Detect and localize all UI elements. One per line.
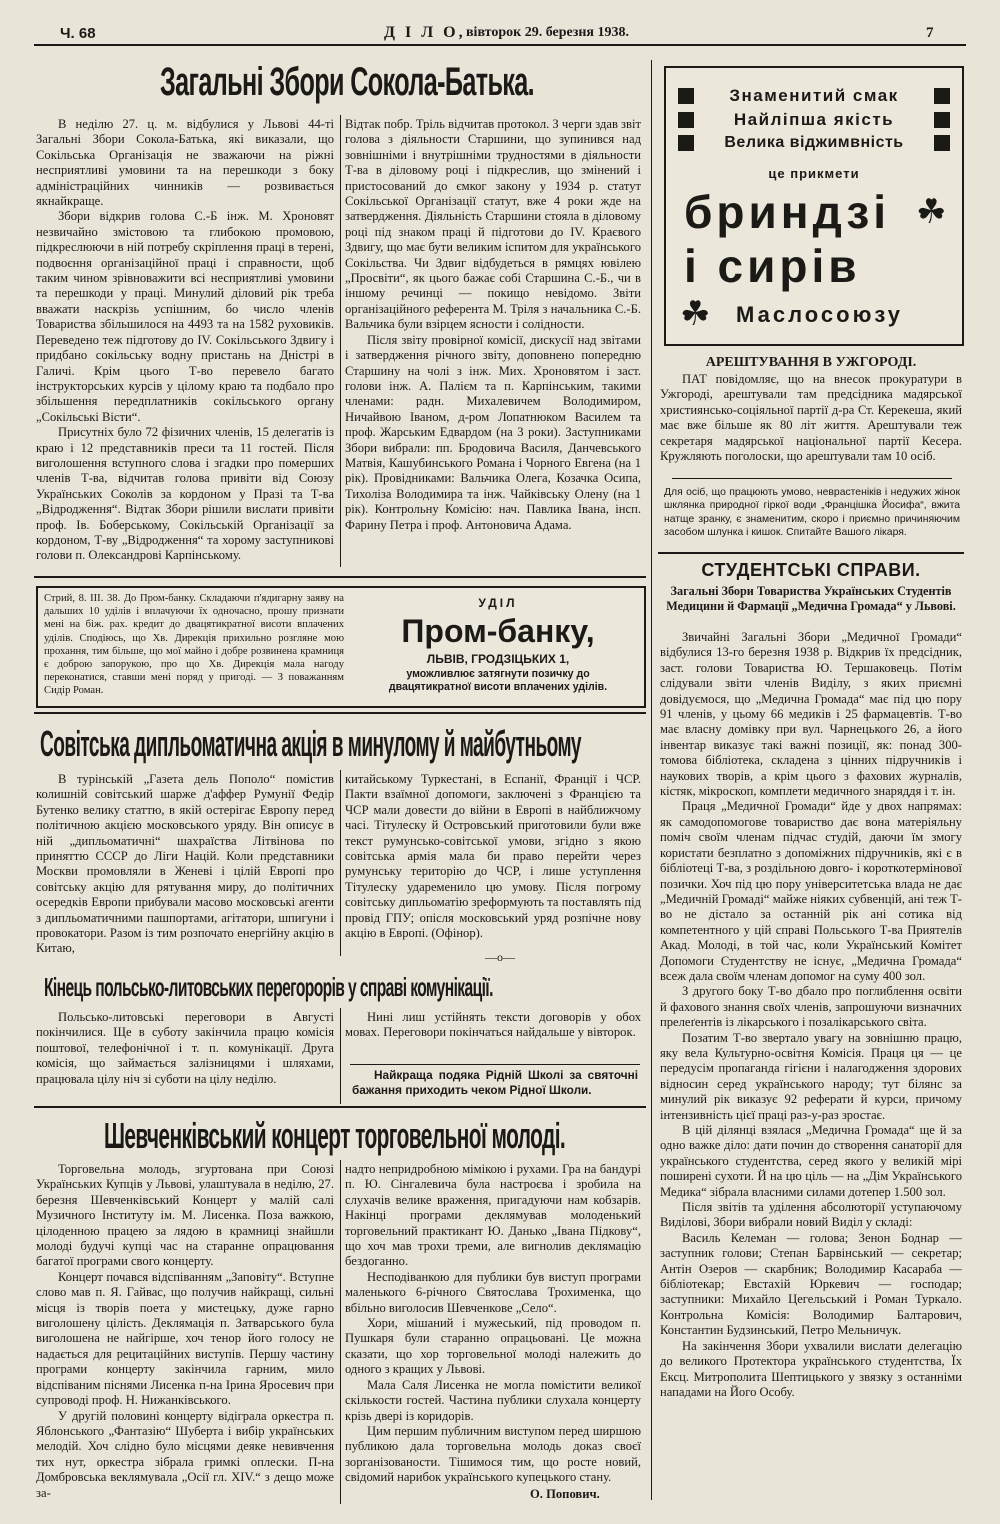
sokil-col1-p1: В неділю 27. ц. м. відбулися у Львові 44-ті Загальні Збори Сокола-Батька, які виказали, що Сокільська Організація не зважаючи на ріжні несприятливі умовини та на перешкоди з боку адміністраційних чинників — розвивається якнайкраще. [36, 117, 334, 209]
shevchenko-col2-p5: Цим першим публичним виступом перед ширшою публикою дала торговельна молодь доказ своєї зорганізованости. Тішимося тим, що росте новий, свідомий нарибок українського купецького стану. [345, 1423, 641, 1484]
page-number-left: Ч. 68 [60, 25, 96, 42]
soviet-col2-text: китайському Туркестані, в Еспанії, Франції і ЧСР. Пакти взаїмної допомоги, заключені з Францією та ЧСР мали довести до війни в Европі в найближчому часі. Тітулеску й Островський приготовили були вже текст румунсько-совітської умови, згідно з якою совітська армія мала би право перейти через румунську територію до ЧСР, і лише уступлення Тітулеску удаременило цю умову. Після погрому совітську дипльоматію зреформують та поставлять під провід ГПУ; опісля московський уряд розпічне нову акцію в Европі. (Офінор). [345, 772, 641, 941]
students-p7: Василь Келеман — голова; Зенон Боднар — заступник голови; Степан Барвінський — секретар; Антін Озеров — скарбник; Володимир Касараба — бібліотекар; Евстахій Юркевич — господар; заступники: Михайло Цегельський і Роман Туркало. Контрольна Комісія: Володимир Балтарович, Константин Будзинський, Петро Мельничук. [660, 1230, 962, 1338]
students-headline: СТУДЕНТСЬКІ СПРАВИ. [701, 560, 921, 580]
masthead-rule [34, 44, 966, 46]
shevchenko-top-rule [34, 1106, 646, 1108]
franz-josef-ad: Для осіб, що працюють умово, неврастеніків і недужих жінок шклянка природної гіркої води „Францішка Йосифа“, вжита натще зранку, є знаменитим, скоро і приємно причиняючим засобом шлунка і кишок. Спитайте Вашого лікаря. [664, 487, 960, 539]
shevchenko-col2-p1: надто непридробною мімікою і рухами. Гра на бандурі п. Ю. Сінгалевича була настроєва і зробила на слухачів велике враження, пригадуючи нам кобзарів. Накінці програми деклямував молоденький торговельний практикант Ю. Данько „Івана Підкову“, що хоч мав трохи треми, але вигнолив деклямацію бездоганно. [345, 1162, 641, 1269]
clover-icon: ☘ [680, 296, 711, 333]
right-column-rule [651, 60, 652, 1500]
sokil-col2 [345, 117, 641, 567]
prombank-top-rule [34, 576, 646, 578]
shevchenko-col1-p1: Торговельна молодь, згуртована при Союзі Українських Купців у Львові, улаштувала в неділю, 27. березня Шевченківський Концерт у малій салі Музичного Інституту ім. М. Лисенка. Поза важкою, цілоденною працею за лядою в крамниці знайшли молоді будучі купці час на старанне опрацювання багатої програми свого концерту. [36, 1162, 334, 1269]
bryndza-line3: Велика віджимвність [724, 134, 904, 151]
prombank-name: Пром-банку, [401, 613, 595, 649]
polish-lit-col1-text: Польсько-литовські переговори в Августі покінчилися. Ще в суботу закінчила працю комісія поштової, телефонічної і т. п. комунікації. Друга комісія, що займається залізницями і шляхами, працювала цілу ніч зі суботи на цілу неділю. [36, 1010, 334, 1086]
prombank-ad [36, 586, 646, 708]
uzhhorod-rule [672, 478, 952, 479]
shevchenko-column-rule [340, 1160, 341, 1504]
students-p1: Звичайні Загальні Збори „Медичної Громади“ відбулися 13-го березня 1938 р. Відкрив їх предсідник, заст. голови Товариства Ю. Тершаковець. Потім слідували звіти членів Виділу, з яких приємні довідуємося, що „Медична Громада“ має під цю пору 91 членів, у цьому 66 медиків і 25 фармацевтів. Т-во має власну домівку при вул. Чарнецького 26, а його інвентар виказує такі важні позиції, як: понад 300-томова бібліотека, складена з цінних підручників і наукових творів, а крім цього з фахових журналів, кістяк, мікроскоп, комплети медичного знаряддя і т. ін. [660, 630, 962, 799]
sokil-headline: Загальні Збори Сокола-Батька. [160, 60, 535, 104]
students-p5: В цій ділянці взялася „Медична Громада“ ще й за одно важке діло: дати почин до створення санаторії для українського студентства, серед якого у великій мірі поширені сухоти. Й на цю ціль — на „Дім Українського Медика“ зібрала власними силами дотепер 1.500 зол. [660, 1123, 962, 1199]
issue-date: вівторок 29. березня 1938. [466, 25, 630, 40]
shevchenko-col2 [345, 1162, 641, 1484]
prombank-letter: Стрий, 8. III. 38. До Пром-банку. Складаючи п'ядигарну заяву на дальших 10 уділів і вплачуючи їх одночасно, прошу признати мені на біж. рах. кредит до двацятикратної висоти вплачених уділів. Сподіюсь, що Хв. Дирекція прихильно розгляне мою прохання, тим більше, що мої майно і добре розвинена крамниця є доброю запорукою, про що Хв. Дирекція мала нагоду переконатися, ставши мені поряд у пригоді. — З поважанням Сидір Роман. [44, 593, 344, 697]
uzhhorod-text [660, 372, 962, 464]
soviet-col1 [36, 772, 334, 957]
shevchenko-headline: Шевченківський концерт торговельної молоді. [104, 1115, 566, 1156]
square-bullet-icon [678, 112, 694, 128]
paper-title: Д І Л О, [384, 24, 466, 41]
sokil-col1 [36, 117, 334, 567]
bryndza-line1: Знаменитий смак [729, 86, 899, 105]
bryndza-line2-row [678, 110, 950, 130]
uzhhorod-headline: АРЕШТУВАННЯ В УЖГОРОДІ. [705, 355, 917, 370]
bryndza-line3-row [678, 134, 950, 152]
polish-lit-headline: Кінець польсько-литовських перегорорів у справі комунікації. [44, 972, 493, 1002]
students-subhead: Загальні Збори Товариства Українських Студентів Медицини й Фармації „Медична Громада“ у Львові. [666, 584, 956, 613]
square-bullet-icon [678, 88, 694, 104]
prombank-udil: УДІЛ [478, 596, 518, 610]
students-p3: З другого боку Т-во дбало про поглиблення освіти й фахового знання своїх членів, запрошуючи визначних прелеґентів із лікарського і позалікарського світа. [660, 984, 962, 1030]
square-bullet-icon [678, 135, 694, 151]
shevchenko-signature: О. Попович. [530, 1487, 600, 1501]
polish-lit-column-rule [340, 1008, 341, 1104]
bryndza-ad [664, 66, 964, 346]
ridna-rule [350, 1064, 640, 1065]
students-p8: На закінчення Збори ухвалили вислати делегацію до великого Протектора українського студентства, Їх Ексц. Митрополита Шептицького у звязку з останніми нападами на Його Особу. [660, 1338, 962, 1399]
polish-lit-col2-text: Нині лиш устійнять тексти договорів у обох мовах. Переговори покінчаться найдальше у вівторок. [345, 1010, 641, 1040]
page-number-right: 7 [926, 25, 934, 41]
bryndza-line2: Найліпша якість [733, 110, 895, 129]
soviet-col2 [345, 772, 641, 941]
clover-icon: ☘ [916, 194, 947, 231]
sokil-col1-p2: Збори відкрив голова С.-Б інж. М. Хроновят незвичайно змістовою та глибокою промовою, підкреслюючи в ній потребу скріплення праці в терені, подвоєння організаційної праці і справности, щоб таким чином зрівноважити всі несприятливі умовини та перешкоди у праці. Минулий діловий рік треба вважати наскрізь успішним, бо число членів Товариства збільшилося на 4493 та на 1582 руховиків. Переведено теж підготову до IV. Сокільського Здвигу і придбано сокільську водну пристань на Дністрі в Галичі. Крім цього Т-во перевело багато інструкторських курсів у цілому краю та подбало про збільшення передплатників сокільського органу „Сокільські Вісти“. [36, 209, 334, 424]
prombank-address: ЛЬВІВ, ГРОДЗІЦЬКИХ 1, [426, 652, 570, 666]
sokil-col2-p2: Після звіту провірної комісії, дискусії над звітами і затвердження річного звіту, доповнено попередню Старшину на чолі з інж. Мих. Хроновятом і заст. голови інж. А. Палієм та п. Карпінським, такими членами: радн. Михалевичем Володимиром, Ничайвою Іваном, д-ром Лопатнюком Василем та проф. Жарським Едвардом (на 3 роки). Заступниками Збори вибрали: пп. Бродовича Василя, Данчевського Матвія, Кашубинського Романа і Чорного Евгена (на 1 рік). Провідниками: Вальчика Олега, Козачка Осипа, Тихоліза Володимира та інж. Чайківську Олену (на 1 рік). Контрольну Комісію: нач. Павлика Івана, інсп. Фарину Петра і проф. Антоновича Адама. [345, 332, 641, 532]
shevchenko-col1 [36, 1162, 334, 1502]
franz-josef-rule [658, 552, 964, 554]
soviet-col1-text: В турінській „Газета дель Пополо“ помістив колишній совітський шарже д'аффер Румунії Федір Бутенко велику статтю, в якій остерігає Европу перед політичною акцією московського уряду. Він описує в ній „дипльоматичні“ шахраїства Літвінова по приняттю СССР до Ліги Націй. Коли представники Москви промовляли в Женеві і цілій Европі про совітську акцію для рятування миру, до політичних осередків Европи прибували масово московські агенти з дипльоматичними пашпортами, агітатори, шпигуни і провокатори. Разом із тим розпочато енергійну акцію в Китаю, [36, 772, 334, 956]
soviet-column-rule [340, 770, 341, 956]
students-p6: Після звітів та уділення абсолюторії уступаючому Виділові, Збори вибрали новий Виділ у складі: [660, 1200, 962, 1230]
shevchenko-col2-p3: Хори, мішаний і мужеський, під проводом п. Пушкаря були старанно опрацьовані. Це можна сказати, що хор торговельної молоді належить до одного з кращих у Львові. [345, 1316, 641, 1377]
sokil-column-rule [340, 115, 341, 567]
shevchenko-col2-p2: Несподіванкою для публики був виступ програми маленького 6-річного Святослава Трохименка, що вбільно виголосив Шевченкове „Село“. [345, 1269, 641, 1315]
square-bullet-icon [934, 88, 950, 104]
bryndza-big1: бриндзі [684, 186, 890, 238]
soviet-ornament: —o— [485, 950, 515, 964]
students-p4: Позатим Т-во звертало увагу на зовнішню працю, яку вела Культурно-освітня Комісія. Праця ця — це передусім пропаганда гігієни і налагодження здорових відносин серед українського народу; тут білянс за минулий рік виказує 92 реферати й курси, причому інтензивність цієї праці раз-у-раз зростає. [660, 1030, 962, 1122]
shevchenko-col1-p3: У другій половині концерту відіграла оркестра п. Яблонського „Фантазію“ Шуберта і вибір українських мелодій. Хоч слідно було місцями деяке невивчення тих нут, оркестра зібрала гримкі оплески. П-на Домбровська веклямувала „Осії гл. XIV.“ з дещо може за- [36, 1408, 334, 1500]
bryndza-line4: це прикмети [768, 166, 860, 181]
uzhhorod-paragraph: ПАТ повідомляє, що на внесок прокуратури в Ужгороді, арештували там предсідника мадярської християнсько-соціяльної партії д-ра Ст. Керекеша, який має вже більше як 80 літ життя. Арештували теж секретаря мадярської національної партії Кесера. Кружляють поголоски, що арештували там 10 осіб. [660, 372, 962, 464]
bryndza-brand: Маслосоюзу [736, 302, 903, 327]
square-bullet-icon [934, 135, 950, 151]
polish-lit-col2 [345, 1010, 641, 1041]
square-bullet-icon [934, 112, 950, 128]
sokil-col1-p3: Присутніх було 72 фізичних членів, 15 делегатів із краю і 12 представників преси та 11 гостей. Після виголошення вступного слова і згадки про померших членів Т-ва, відчитав голова привіти від Союзу Українських Соколів за кордоном у Празі та Т-ва „Відродження“. Відтак Збори рішили вислати привіти проф. Ів. Боберському, Сокільській Організації за кордоном, Т-ву „Відродження“ та хорому заступникові голови п. Олександрові Карпінському. [36, 425, 334, 563]
sokil-col2-p1: Відтак побр. Тріль відчитав протокол. З черги здав звіт голова з діяльности Старшини, що зупинився над зовнішніми і внутрішніми трудностями в діяльности Т-ва в діловому році і підкреслив, що змінений і пристосований до ємког закону у 1934 р. статут Сокільської Організації статут, вже 4 роки жде на затвердження. Діяльність Старшини стояла в діловому році під знаком праці й підготови до IV. Краєвого Здвигу, що має бути великим іспитом для українського Сокільства. Чи Здвиг відбудеться в рямцях ювілею „Просвіти“, як цього бажає собі Старшина С.-Б., чи в іншому речинці — покищо невідомо. Звіти організаційного референта М. Тріля з начальника С.-Б. Вальчика були взірцем ясности і солідности. [345, 117, 641, 332]
prombank-bottom-rule [34, 712, 646, 714]
bryndza-line1-row [678, 86, 950, 106]
polish-lit-col1 [36, 1010, 334, 1087]
students-body [660, 630, 962, 1500]
students-p2: Праця „Медичної Громади“ йде у двох напрямах: як самодопомогове товариство дає вона матеріяльну поміч своїм членам підчас студій, даючи їм змогу користати безплатно з допоміжних підручників, які є в бібліотеці Т-ва, з роздільною довго- і короткотермінової позички. Хоч під цю пору університетська влада не дає „Медичній Громаді“ майже ніяких субвенцій, ані теж Т-во не дістало за останній рік ані сотика від компетентного у цій справі Польського Т-ва Приятелів Акад. Молоді, в той час, коли Український Комітет Допомоги Студентству не існує, „Медична Громада“ всеж дала своїм членам допомог на суму 400 зол. [660, 799, 962, 983]
shevchenko-col1-p2: Концерт почався відспіванням „Заповіту“. Вступне слово мав п. Я. Гайвас, що получив найкращі, сильні місця із творів поета у мистецьку, дуже гарно виголошену цілість. Деклямація п. Затварського була виголошена не найгірше, хоч тенор його голосу не надається для рецитаційних виступів. Першу частину програми концерту закінчила гарним, мило відспіваним піснями Лисенка п-на Ірина Яросевич при супроводі проф. Н. Нижанківського. [36, 1269, 334, 1408]
prombank-tagline: уможливлює затягнути позичку до двацятикратної висоти вплачених уділів. [388, 668, 608, 693]
bryndza-big2: і сирів [684, 240, 861, 292]
soviet-headline: Совітська дипльоматична акція в минулому й майбутньому [40, 723, 581, 764]
shevchenko-col2-p4: Мала Саля Лисенка не могла помістити великої скількости гостей. Частина публики слухала концерту крізь двері із коридорів. [345, 1377, 641, 1423]
ridna-shkola-notice: Найкраща подяка Рідній Школі за святочні бажання приходить чеком Рідної Школи. [352, 1068, 638, 1097]
